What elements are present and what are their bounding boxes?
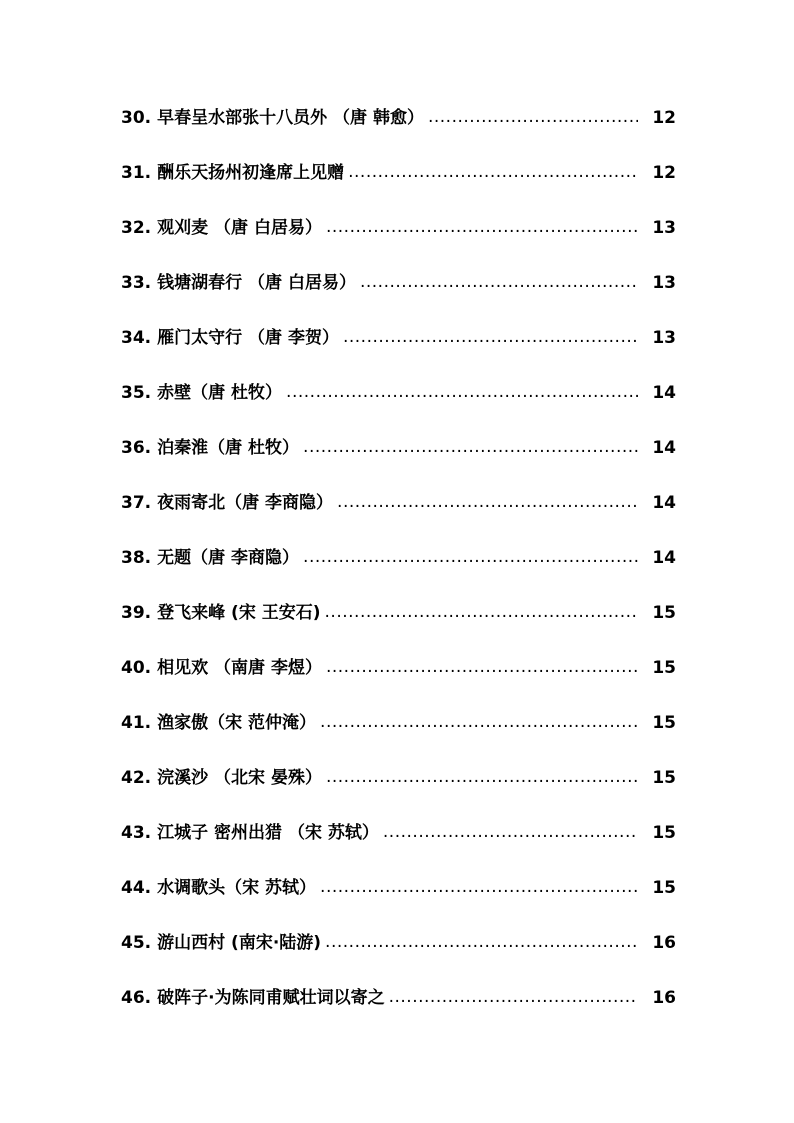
toc-entry-number: 44.	[121, 878, 152, 898]
toc-entry[interactable]	[121, 544, 676, 599]
dot-leader	[383, 818, 638, 846]
toc-entry-page[interactable]: 12	[652, 108, 676, 128]
toc-entry[interactable]	[121, 489, 676, 544]
toc-entry-page[interactable]: 15	[652, 823, 676, 843]
toc-entry[interactable]	[121, 874, 676, 929]
toc-entry[interactable]	[121, 599, 676, 654]
dot-leader	[286, 378, 638, 406]
toc-entry-title[interactable]: 钱塘湖春行 （唐 白居易）	[157, 273, 356, 293]
toc-entry-title[interactable]: 夜雨寄北（唐 李商隐）	[157, 493, 334, 513]
toc-entry[interactable]	[121, 379, 676, 434]
toc-entry-page[interactable]: 13	[652, 218, 676, 238]
toc-entry-number: 46.	[121, 988, 152, 1008]
toc-entry-page[interactable]: 14	[652, 548, 676, 568]
dot-leader	[320, 708, 638, 736]
toc-entry-title[interactable]: 无题（唐 李商隐）	[157, 548, 300, 568]
toc-entry-number: 31.	[121, 163, 152, 183]
toc-entry[interactable]	[121, 819, 676, 874]
toc-entry-title[interactable]: 酬乐天扬州初逢席上见赠	[157, 163, 345, 183]
dot-leader	[325, 598, 638, 626]
toc-entry-page[interactable]: 12	[652, 163, 676, 183]
toc-entry-number: 42.	[121, 768, 152, 788]
dot-leader	[389, 983, 638, 1011]
dot-leader	[428, 103, 638, 131]
dot-leader	[303, 543, 638, 571]
toc-entry-page[interactable]: 15	[652, 658, 676, 678]
toc-entry-number: 35.	[121, 383, 152, 403]
toc-entry-number: 37.	[121, 493, 152, 513]
toc-entry-title[interactable]: 浣溪沙 （北宋 晏殊）	[157, 768, 322, 788]
toc-entry-number: 34.	[121, 328, 152, 348]
toc-entry-title[interactable]: 泊秦淮（唐 杜牧）	[157, 438, 300, 458]
toc-entry-page[interactable]: 14	[652, 383, 676, 403]
toc-entry[interactable]	[121, 324, 676, 379]
toc-entry-title[interactable]: 游山西村 (南宋·陆游)	[157, 933, 322, 953]
toc-entry-number: 43.	[121, 823, 152, 843]
toc-entry-page[interactable]: 14	[652, 438, 676, 458]
toc-entry-title[interactable]: 江城子 密州出猎 （宋 苏轼）	[157, 823, 379, 843]
toc-entry-page[interactable]: 13	[652, 273, 676, 293]
toc-entry-number: 40.	[121, 658, 152, 678]
dot-leader	[325, 928, 638, 956]
toc-entry-number: 39.	[121, 603, 152, 623]
dot-leader	[326, 213, 638, 241]
toc-entry[interactable]	[121, 929, 676, 984]
dot-leader	[303, 433, 638, 461]
toc-entry-page[interactable]: 15	[652, 878, 676, 898]
toc-entry-title[interactable]: 雁门太守行 （唐 李贺）	[157, 328, 339, 348]
toc-entry-page[interactable]: 15	[652, 713, 676, 733]
dot-leader	[348, 158, 638, 186]
toc-entry-title[interactable]: 破阵子·为陈同甫赋壮词以寄之	[157, 988, 385, 1008]
toc-entry-number: 33.	[121, 273, 152, 293]
dot-leader	[326, 763, 638, 791]
toc-entry[interactable]	[121, 709, 676, 764]
toc-entry-title[interactable]: 赤壁（唐 杜牧）	[157, 383, 283, 403]
toc-entry[interactable]	[121, 654, 676, 709]
toc-entry-page[interactable]: 13	[652, 328, 676, 348]
toc-entry-title[interactable]: 水调歌头（宋 苏轼）	[157, 878, 317, 898]
toc-entry-page[interactable]: 16	[652, 988, 676, 1008]
toc-entry-page[interactable]: 15	[652, 603, 676, 623]
toc-entry-title[interactable]: 观刈麦 （唐 白居易）	[157, 218, 322, 238]
toc-entry[interactable]	[121, 984, 676, 1039]
toc-entry-title[interactable]: 登飞来峰 (宋 王安石)	[157, 603, 321, 623]
toc-entry-number: 32.	[121, 218, 152, 238]
toc-entry-number: 38.	[121, 548, 152, 568]
toc-entry[interactable]	[121, 269, 676, 324]
toc-entry-page[interactable]: 16	[652, 933, 676, 953]
toc-entry-number: 36.	[121, 438, 152, 458]
toc-entry-title[interactable]: 相见欢 （南唐 李煜）	[157, 658, 322, 678]
toc-entry[interactable]	[121, 214, 676, 269]
toc-entry-title[interactable]: 早春呈水部张十八员外 （唐 韩愈）	[157, 108, 424, 128]
dot-leader	[343, 323, 638, 351]
dot-leader	[360, 268, 638, 296]
toc-entry-page[interactable]: 15	[652, 768, 676, 788]
dot-leader	[337, 488, 638, 516]
toc-entry[interactable]	[121, 159, 676, 214]
toc-entry-page[interactable]: 14	[652, 493, 676, 513]
toc-entry-number: 41.	[121, 713, 152, 733]
toc-entry[interactable]	[121, 104, 676, 159]
dot-leader	[326, 653, 638, 681]
toc-entry-title[interactable]: 渔家傲（宋 范仲淹）	[157, 713, 317, 733]
toc-entry[interactable]	[121, 764, 676, 819]
toc-entry-number: 30.	[121, 108, 152, 128]
dot-leader	[320, 873, 638, 901]
toc-entry[interactable]	[121, 434, 676, 489]
toc-entry-number: 45.	[121, 933, 152, 953]
table-of-contents	[121, 104, 676, 1039]
